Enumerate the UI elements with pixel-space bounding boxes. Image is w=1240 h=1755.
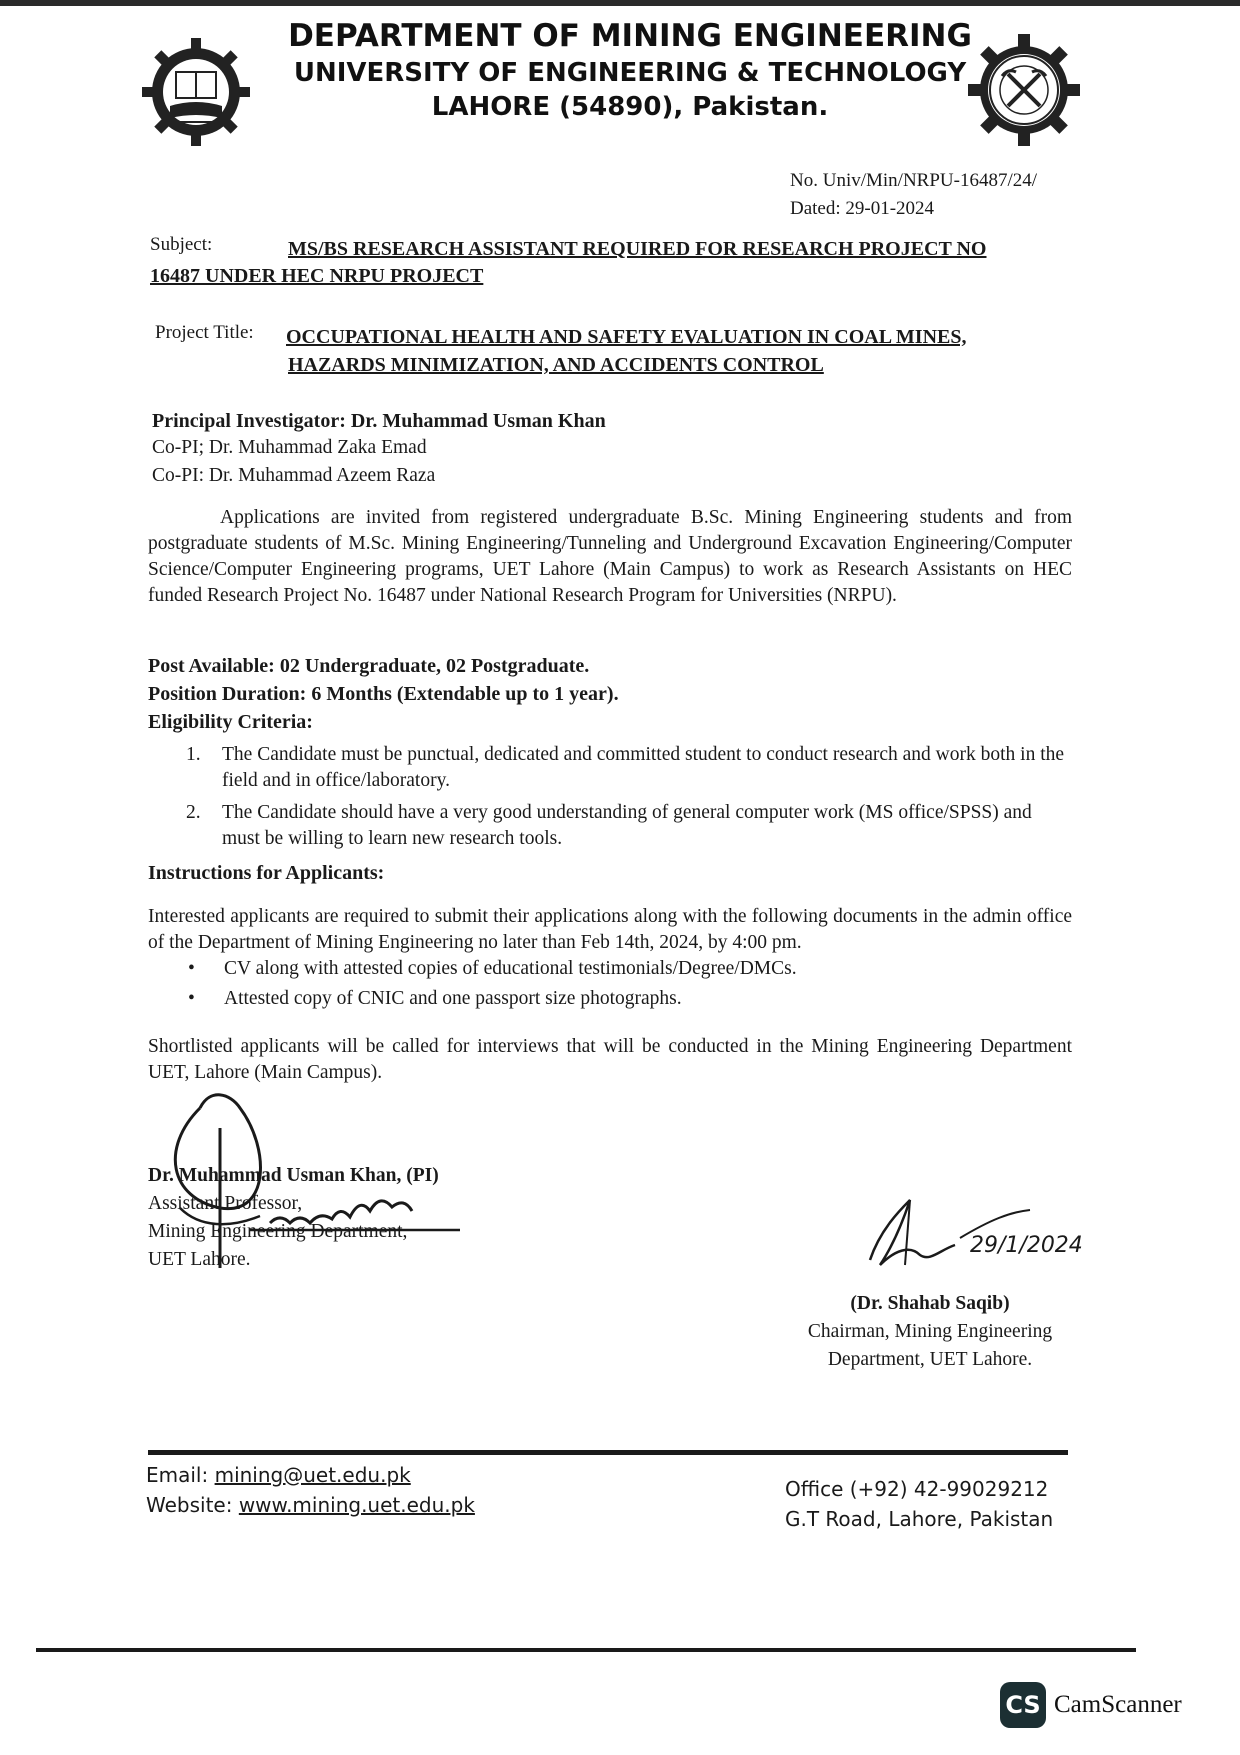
eligibility-heading: Eligibility Criteria: [148,711,313,733]
eligibility-item-text: The Candidate should have a very good understanding of general computer work (MS office/SPSS) and must be willing to learn new research tools. [222,802,1032,849]
instructions-heading: Instructions for Applicants: [148,862,385,884]
reference-number: No. Univ/Min/NRPU-16487/24/ [790,170,1038,191]
bullet-icon: • [188,958,195,979]
shortlist-paragraph: Shortlisted applicants will be called for interviews that will be conducted in the Mining Engineering Department UET, Lahore (Main Campus). [148,1036,1072,1083]
subject-line-1: MS/BS RESEARCH ASSISTANT REQUIRED FOR RESEARCH PROJECT NO [288,238,987,260]
pi-organization: UET Lahore. [148,1249,251,1270]
office-phone: Office (+92) 42-99029212 [785,1477,1049,1501]
eligibility-item [186,800,1072,852]
invitation-text: Applications are invited from registered undergraduate B.Sc. Mining Engineering students and from postgraduate students of M.Sc. Mining Engineering/Tunneling and Underground Excavation Engineering/Computer Science/Computer Engineering programs, UET Lahore (Main Campus) to work as Research Assistants on HEC funded Research Project No. 16487 under National Research Program for Universities (NRPU). [148,507,1072,606]
email-link[interactable]: mining@uet.edu.pk [214,1463,411,1487]
chairman-signature-block [770,1290,1090,1374]
invitation-paragraph [148,505,1072,609]
documents-list [188,956,1048,1016]
project-title-line-1: OCCUPATIONAL HEALTH AND SAFETY EVALUATION IN COAL MINES, [286,326,967,348]
scan-top-edge [0,0,1240,6]
camscanner-logo-icon: CS [1000,1682,1046,1728]
letterhead-city: LAHORE (54890), Pakistan. [431,92,829,122]
footer-office [785,1474,1053,1534]
eligibility-item [186,742,1072,794]
chairman-department: Department, UET Lahore. [827,1349,1033,1370]
pi-title: Assistant Professor, [148,1193,303,1214]
email-label: Email: [146,1463,209,1487]
mining-dept-logo-icon [968,34,1080,146]
reference-date: Dated: 29-01-2024 [790,198,935,219]
bullet-icon: • [188,988,195,1009]
footer-email-row [146,1460,475,1490]
eligibility-list [186,742,1072,858]
eligibility-item-number: 2. [186,802,201,823]
eligibility-item-text: The Candidate must be punctual, dedicated and committed student to conduct research and work both in the field and in office/laboratory. [222,744,1065,791]
footer-divider [148,1450,1068,1455]
eligibility-item-number: 1. [186,744,201,765]
office-address: G.T Road, Lahore, Pakistan [785,1507,1054,1531]
subject-line-2: 16487 UNDER HEC NRPU PROJECT [150,265,484,287]
document-item-text: CV along with attested copies of educational testimonials/Degree/DMCs. [224,958,797,979]
project-title-label: Project Title: [155,322,254,343]
pi-name: Dr. Muhammad Usman Khan, (PI) [148,1165,439,1186]
document-item-text: Attested copy of CNIC and one passport size photographs. [224,988,682,1009]
footer-website-row [146,1490,475,1520]
co-pi-1: Co-PI; Dr. Muhammad Zaka Emad [152,437,427,458]
pi-signature-block [148,1162,439,1274]
co-pi-2: Co-PI: Dr. Muhammad Azeem Raza [152,465,436,486]
document-item [188,956,1048,982]
chairman-name: (Dr. Shahab Saqib) [850,1293,1010,1314]
document-item [188,986,1048,1012]
camscanner-name: CamScanner [1054,1691,1182,1718]
subject-label: Subject: [150,234,213,255]
principal-investigator: Principal Investigator: Dr. Muhammad Usman Khan [152,410,606,432]
website-label: Website: [146,1493,233,1517]
camscanner-watermark [1000,1682,1182,1728]
letterhead-university: UNIVERSITY OF ENGINEERING & TECHNOLOGY [293,58,967,88]
project-title-line-2: HAZARDS MINIMIZATION, AND ACCIDENTS CONTROL [288,354,824,376]
post-available: Post Available: 02 Undergraduate, 02 Postgraduate. [148,655,590,677]
uet-logo-icon [140,36,252,148]
scan-bottom-edge [36,1648,1136,1652]
chairman-title: Chairman, Mining Engineering [807,1321,1053,1342]
chairman-signature-icon [860,1190,1110,1280]
website-link[interactable]: www.mining.uet.edu.pk [238,1493,475,1517]
pi-department: Mining Engineering Department, [148,1221,408,1242]
position-duration: Position Duration: 6 Months (Extendable up to 1 year). [148,683,619,705]
letterhead-department: DEPARTMENT OF MINING ENGINEERING [288,18,972,54]
footer-contact [146,1460,475,1520]
instructions-intro: Interested applicants are required to submit their applications along with the following documents in the admin office of the Department of Mining Engineering no later than Feb 14th, 2024, by 4:00 pm. [148,906,1072,953]
chairman-signature-date: 29/1/2024 [970,1233,1083,1258]
